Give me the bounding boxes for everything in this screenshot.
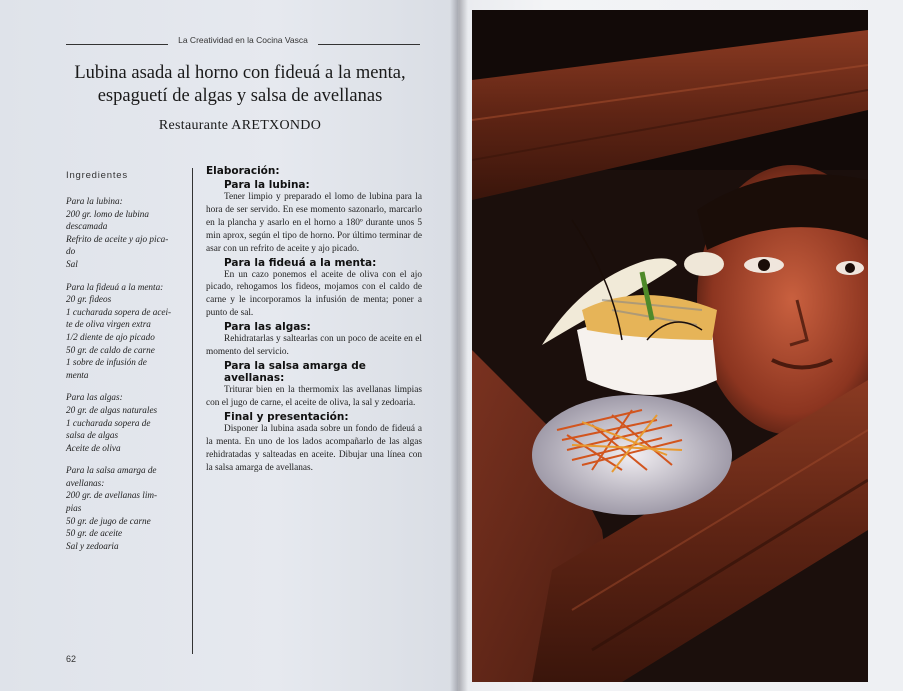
ingredients-heading: Ingredientes: [66, 170, 128, 181]
ingredient-line: 20 gr. de algas naturales: [66, 404, 158, 415]
recipe-title-line-1: Lubina asada al horno con fideuá a la menta,: [74, 63, 406, 83]
ingredient-line: 1 cucharada sopera de: [66, 417, 151, 428]
elaboration-heading: Elaboración:: [206, 165, 280, 177]
ingredient-line: 200 gr. lomo de lubina: [66, 208, 149, 219]
ingredient-group: [66, 391, 184, 454]
elaboration-column: [206, 165, 422, 474]
running-head-text: La Creatividad en la Cocina Vasca: [178, 35, 308, 45]
ingredient-line: avellanas:: [66, 477, 105, 488]
elaboration-section-text: Disponer la lubina asada sobre un fondo de fideuá a la menta. En uno de los lados acompañarlo de las algas rehidratadas y salteadas en aceite. Dibujar una línea con la salsa amarga de avellanas.: [206, 423, 422, 473]
book-gutter: [450, 0, 468, 691]
ingredient-line: Refrito de aceite y ajo pica-: [66, 233, 169, 244]
ingredient-line: 1 cucharada sopera de acei-: [66, 306, 172, 317]
running-head-rule-right: [318, 44, 420, 45]
running-head: [66, 34, 420, 50]
elaboration-section-title: Final y presentación:: [224, 410, 349, 423]
ingredient-line: Para las algas:: [66, 392, 123, 403]
ingredient-line: 20 gr. fideos: [66, 294, 112, 305]
elaboration-section-title: Para la lubina:: [224, 179, 310, 191]
ingredient-line: salsa de algas: [66, 430, 119, 441]
ingredient-line: Aceite de oliva: [66, 442, 121, 453]
recipe-title: [40, 62, 440, 108]
ingredient-group: [66, 195, 184, 271]
ingredient-line: Sal: [66, 258, 78, 269]
restaurant-name: Restaurante ARETXONDO: [158, 118, 322, 133]
elaboration-section-title: Para la fideuá a la menta:: [224, 256, 377, 269]
elaboration-section-text: Tener limpio y preparado el lomo de lubina para la hora de ser servido. En ese momento sazonarlo, marcarlo en la plancha y asarlo en el horno a 180º durante unos 5 min aprox, según el tipo de horno. Por último terminar de asar con un refrito de aceite y ajo picado.: [206, 192, 422, 254]
ingredient-line: 50 gr. de caldo de carne: [66, 344, 155, 355]
elaboration-section-title: Para la salsa amarga de avellanas:: [224, 359, 366, 384]
ingredient-line: 50 gr. de aceite: [66, 528, 123, 539]
recipe-title-line-2: espaguetí de algas y salsa de avellanas: [97, 86, 383, 106]
ingredients-column: [66, 170, 184, 562]
ingredient-line: menta: [66, 369, 89, 380]
ingredient-line: te de oliva virgen extra: [66, 319, 151, 330]
ingredient-line: 1 sobre de infusión de: [66, 357, 147, 368]
ingredient-line: 200 gr. de avellanas lim-: [66, 490, 158, 501]
ingredient-group: [66, 464, 184, 552]
elaboration-section-text: Triturar bien en la thermomix las avellanas limpias con el jugo de carne, el aceite de oliva, la sal y zedoaria.: [206, 384, 422, 408]
ingredient-line: Para la lubina:: [66, 196, 123, 206]
ingredient-line: Para la salsa amarga de: [66, 465, 157, 476]
ingredients-groups: [66, 195, 184, 552]
elaboration-section-text: En un cazo ponemos el aceite de oliva con el ajo picado, rehogamos los fideos, mojamos con el caldo de carne y le incorporamos la infusión de menta; poner a punto de sal.: [206, 269, 422, 319]
elaboration-section-text: Rehidratarlas y saltearlas con un poco de aceite en el momento del servicio.: [206, 334, 422, 358]
ingredient-line: Para la fideuá a la menta:: [66, 281, 164, 292]
ingredient-line: do: [66, 246, 76, 257]
running-head-rule-left: [66, 44, 168, 45]
ingredient-group: [66, 281, 184, 382]
elaboration-sections: [206, 179, 422, 474]
ingredient-line: Sal y zedoaria: [66, 540, 119, 551]
column-divider: [192, 168, 193, 654]
dish-photograph: [472, 10, 868, 682]
ingredient-line: 1/2 diente de ajo picado: [66, 331, 155, 342]
page-number: 62: [66, 654, 77, 664]
ingredient-line: pias: [66, 503, 82, 514]
elaboration-section-title: Para las algas:: [224, 321, 311, 334]
ingredient-line: 50 gr. de jugo de carne: [66, 515, 151, 526]
ingredient-line: descamada: [66, 221, 108, 232]
